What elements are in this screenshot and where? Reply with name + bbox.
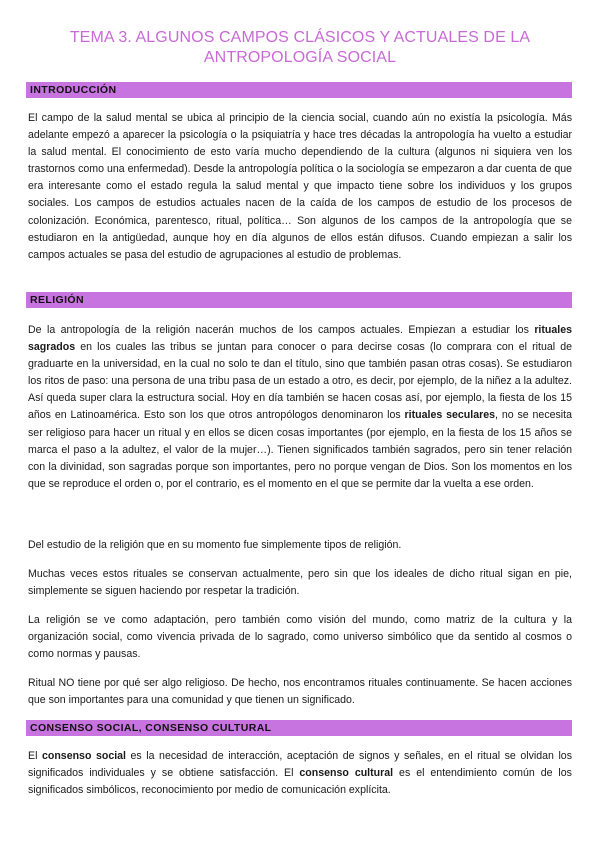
section-heading-introduccion: INTRODUCCIÓN [26,82,572,98]
consenso-paragraph [28,748,572,799]
section-heading-religion: RELIGIÓN [26,292,572,308]
term-rituales-sagrados: rituales sagrados [28,324,572,354]
intro-paragraph: El campo de la salud mental se ubica al principio de la ciencia social, cuando aún no existía la psicología. Más adelante empezó a aparecer la psicología o la psiquiatría y hace tres décadas la antropología ha vuelto a estudiar la salud mental. El conocimiento de esto varía mucho dependiendo de la cultura (algunos ni siquiera ven los trastornos como una enfermedad). Desde la antropología política o la sociología se empezaron a dar cuenta de que era interesante como el estado regula la salud mental y que impacto tiene sobre los individuos y los grupos sociales. Los campos de estudios actuales nacen de la caída de los campos de estudio de los procesos de colonización. Económica, parentesco, ritual, política… Son algunos de los campos de la antropología que se estudiaron en la antigüedad, aunque hoy en día algunos de ellos están difusos. Cuando empiezan a salir los campos actuales se pasa del estudio de agrupaciones al estudio de problemas. [28,112,572,261]
religion-paragraph-2: Del estudio de la religión que en su momento fue simplemente tipos de religión. [28,539,402,551]
religion-paragraph-5: Ritual NO tiene por qué ser algo religioso. De hecho, nos encontramos rituales continuamente. Se hacen acciones que son importantes para una comunidad y que tienen un significado. [28,677,572,707]
page-title: TEMA 3. ALGUNOS CAMPOS CLÁSICOS Y ACTUALES DE LA ANTROPOLOGÍA SOCIAL [69,29,531,66]
religion-paragraph-4: La religión se ve como adaptación, pero también como visión del mundo, como matriz de la cultura y la organización social, como vivencia privada de lo sagrado, como universo simbólico que da sentido al cosmos o como normas y pausas. [28,614,572,661]
text-run: El [28,750,42,762]
text-run: en los cuales las tribus se juntan para conocer o para decirse cosas (lo comprara con el ritual de graduarte en la universidad, en la cual no solo te dan el título, sino que también pasan otras cosas). Se estudiaron los ritos de paso: una persona de una tribu pasa de un estado a otro, es decir, por ejemplo, de la niñez a la adultez. Así queda super clara la estructura social. Hoy en día también se hacen cosas así, por ejemplo, la fiesta de los 15 años en Latinoamérica. Esto son los que otros antropólogos denominaron los [28,341,572,422]
text-run: , no se necesita ser religioso para hacer un ritual y en ellos se dicen cosas importantes (por ejemplo, en la fiesta de los 15 años se marca el paso a la adultez, el valor de la mujer…). Tienen significados también sagrados, pero sin tener relación con la divinidad, son sagradas porque son importantes, pero no porque vengan de Dios. Son los momentos en los que se reproduce el orden o, por el contrario, es el momento en el que se permite dar la vuelta a ese orden. [28,409,572,490]
term-consenso-cultural: consenso cultural [299,767,394,780]
section-heading-consenso: CONSENSO SOCIAL, CONSENSO CULTURAL [26,720,572,736]
text-run: es el entendimiento común de los significados simbólicos, reconocimiento por medio de comunicación explícita. [28,767,572,797]
term-rituales-seculares: rituales seculares [404,409,495,422]
text-run: De la antropología de la religión nacerán muchos de los campos actuales. Empiezan a estudiar los [28,324,535,336]
religion-paragraph-3: Muchas veces estos rituales se conservan actualmente, pero sin que los ideales de dicho ritual sigan en pie, simplemente se siguen haciendo por respetar la tradición. [28,568,572,598]
text-run: es la necesidad de interacción, aceptación de signos y señales, en el ritual se olvidan los significados individuales y se obtiene satisfacción. El [28,750,572,780]
religion-paragraph-1 [28,322,572,493]
term-consenso-social: consenso social [41,750,126,762]
